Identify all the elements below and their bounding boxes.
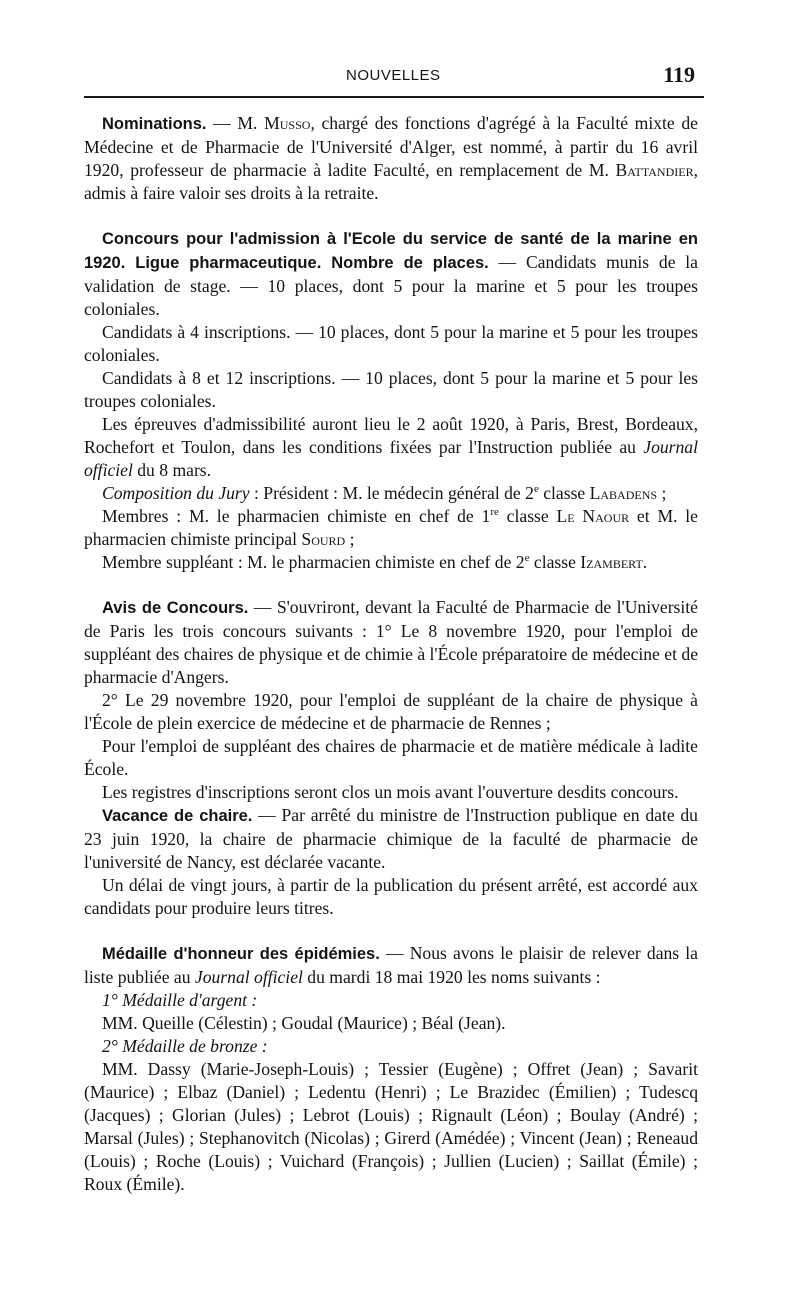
suppleant-text-c: .: [642, 552, 648, 572]
name-le-naour: Le Naour: [556, 506, 630, 526]
membres-text-d: ;: [345, 529, 355, 549]
vacance-p1: — Par arrêté du ministre de l'Instruction publique en date du 23 juin 1920, la chaire de pharmacie chimique de la faculté de pharmacie de l'université de Nancy, est déclarée vacante.: [84, 805, 698, 872]
section-nominations: [84, 112, 698, 205]
running-title: NOUVELLES: [346, 67, 441, 84]
avis-p2: 2° Le 29 novembre 1920, pour l'emploi de suppléant de la chaire de physique à l'École de plein exercice de médecine et de pharmacie de Rennes ;: [84, 690, 698, 733]
concours-p3: Candidats à 8 et 12 inscriptions. — 10 places, dont 5 pour la marine et 5 pour les troupes coloniales.: [84, 368, 698, 411]
page-number: 119: [663, 62, 695, 87]
membres-sup: re: [490, 506, 499, 519]
jury-text-b: classe: [538, 483, 590, 503]
jury-label: Composition du Jury: [102, 483, 250, 503]
membres-text-a: Membres : M. le pharmacien chimiste en chef de 1: [102, 506, 491, 526]
jury-text-a: : Président : M. le médecin général de 2: [249, 483, 534, 503]
vacance-heading: Vacance de chaire.: [102, 807, 253, 825]
concours-p4-a: Les épreuves d'admissibilité auront lieu le 2 août 1920, à Paris, Brest, Bordeaux, Rochefort et Toulon, dans les conditions fixées par l'Instruction publiée au: [84, 414, 698, 457]
nominations-paragraph: [84, 112, 698, 205]
nominations-text-b: , chargé des fonctions d'agrégé à la Faculté mixte de Médecine et de Pharmacie de l'Université d'Alger, est nommé, à partir du 16 avril 1920, professeur de pharmacie à ladite Faculté, en remplacement de M.: [84, 113, 698, 180]
concours-heading: Concours pour l'admission à l'Ecole du service de santé de la marine en 1920. Ligue pharmaceutique. Nombre de places.: [84, 230, 698, 272]
suppleant-text-b: classe: [529, 552, 581, 572]
argent-names: MM. Queille (Célestin) ; Goudal (Maurice) ; Béal (Jean).: [102, 1013, 506, 1033]
section-avis: [84, 596, 698, 920]
journal-officiel: Journal officiel: [84, 437, 698, 480]
suppleant-sup: e: [524, 552, 530, 565]
avis-p3: Pour l'emploi de suppléant des chaires de pharmacie et de matière médicale à ladite École.: [84, 736, 698, 779]
bronze-label-text: 2° Médaille de bronze :: [102, 1036, 268, 1056]
avis-p4: Les registres d'inscriptions seront clos un mois avant l'ouverture desdits concours.: [102, 782, 679, 802]
avis-paragraph-1: [84, 596, 698, 689]
name-sourd: Sourd: [301, 529, 346, 549]
name-musso: Musso: [264, 113, 311, 133]
medaille-p1-a: — Nous avons le plaisir de relever dans la liste publiée au: [84, 943, 698, 987]
section-concours-marine: [84, 227, 698, 574]
medaille-p1-b: du mardi 18 mai 1920 les noms suivants :: [302, 967, 601, 987]
name-battandier: Battandier: [615, 160, 694, 180]
medaille-heading: Médaille d'honneur des épidémies.: [102, 945, 380, 963]
name-labadens: Labadens: [589, 483, 658, 503]
jury-text-c: ;: [657, 483, 667, 503]
name-izambert: Izambert: [580, 552, 643, 572]
medaille-journal-officiel: Journal officiel: [194, 967, 303, 987]
suppleant-paragraph: [84, 551, 698, 574]
jury-paragraph: [84, 482, 698, 505]
avis-heading: Avis de Concours.: [102, 599, 249, 617]
concours-p4: [84, 413, 698, 482]
vacance-p2: Un délai de vingt jours, à partir de la publication du présent arrêté, est accordé aux candidats pour produire leurs titres.: [84, 875, 698, 918]
membres-text-c: et M. le pharmacien chimiste principal: [84, 506, 698, 549]
bronze-label: [84, 1035, 698, 1058]
page-header: [84, 60, 698, 90]
concours-p1: — Candidats munis de la validation de stage. — 10 places, dont 5 pour la marine et 5 pour les troupes coloniales.: [84, 252, 698, 319]
argent-label-text: 1° Médaille d'argent :: [102, 990, 258, 1010]
nominations-heading: Nominations.: [102, 115, 207, 133]
suppleant-text-a: Membre suppléant : M. le pharmacien chimiste en chef de 2: [102, 552, 525, 572]
concours-p4-b: du 8 mars.: [132, 460, 212, 480]
vacance-paragraph-1: [84, 804, 698, 874]
medaille-paragraph-1: [84, 942, 698, 989]
nominations-text-c: , admis à faire valoir ses droits à la retraite.: [84, 160, 698, 203]
nominations-text-a: — M.: [206, 113, 265, 133]
membres-text-b: classe: [498, 506, 557, 526]
argent-label: [84, 989, 698, 1012]
jury-sup: e: [533, 483, 539, 496]
article-body: [84, 112, 698, 1218]
bronze-names: MM. Dassy (Marie-Joseph-Louis) ; Tessier (Eugène) ; Offret (Jean) ; Savarit (Maurice) ; Elbaz (Daniel) ; Ledentu (Henri) ; Le Brazidec (Émilien) ; Tudescq (Jacques) ; Glorian (Jules) ; Lebrot (Louis) ; Rignault (Léon) ; Boulay (André) ; Marsal (Jules) ; Stephanovitch (Nicolas) ; Girerd (Amédée) ; Vincent (Jean) ; Reneaud (Louis) ; Roche (Louis) ; Vuichard (François) ; Jullien (Lucien) ; Saillat (Émile) ; Roux (Émile).: [84, 1059, 698, 1194]
concours-p2: Candidats à 4 inscriptions. — 10 places, dont 5 pour la marine et 5 pour les troupes coloniales.: [84, 322, 698, 365]
membres-paragraph: [84, 505, 698, 551]
concours-paragraph-1: [84, 227, 698, 321]
header-rule: [84, 96, 704, 98]
avis-p1: — S'ouvriront, devant la Faculté de Pharmacie de l'Université de Paris les trois concours suivants : 1° Le 8 novembre 1920, pour l'emploi de suppléant des chaires de physique et de chimie à l'École préparatoire de médecine et de pharmacie d'Angers.: [84, 597, 698, 687]
section-medaille: [84, 942, 698, 1196]
